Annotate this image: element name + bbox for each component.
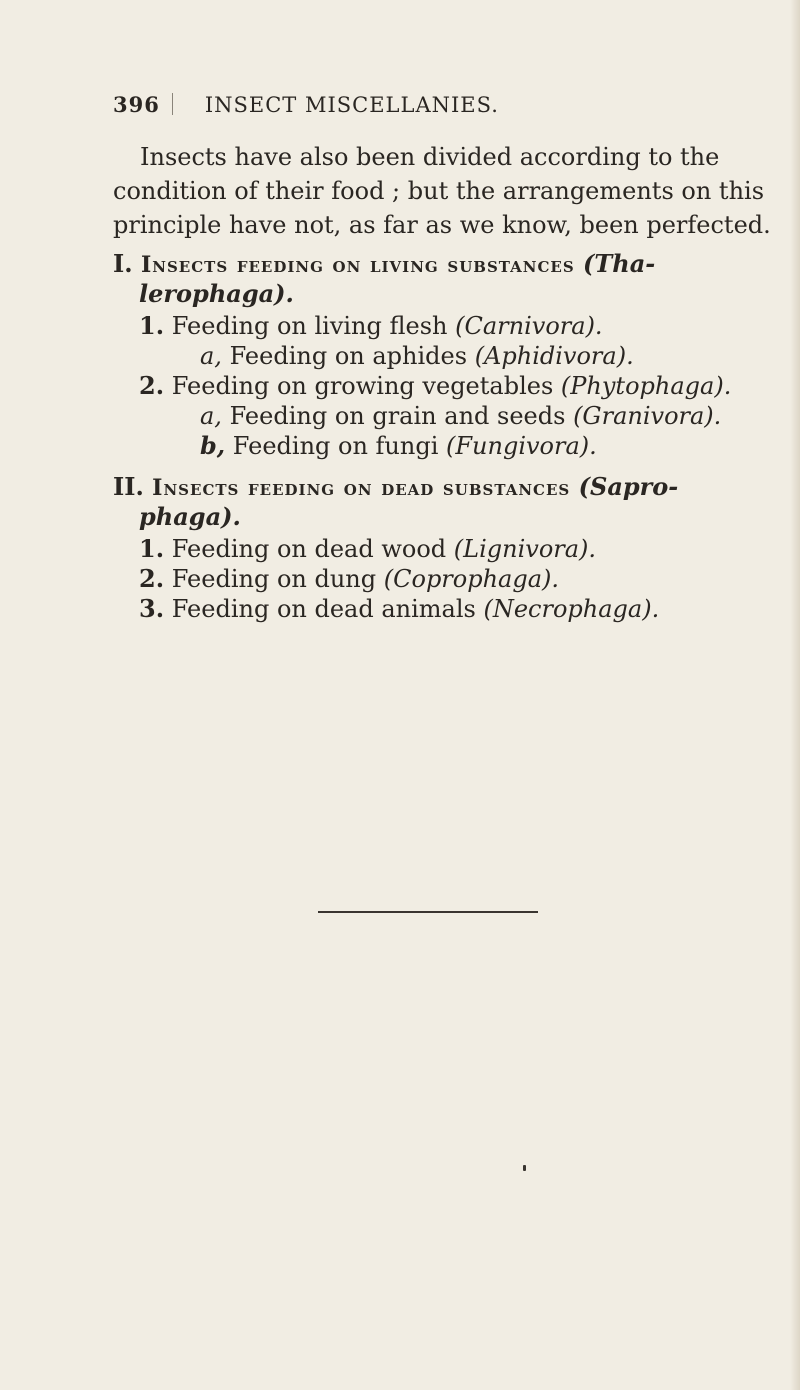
intro-line-3: principle have not, as far as we know, been perfected. xyxy=(113,211,771,239)
section-1-latin-a: (Tha- xyxy=(583,249,656,278)
section-2-title: Insects feeding on dead substances xyxy=(152,475,571,501)
section-1-title: Insects feeding on living substances xyxy=(140,252,575,278)
section-1-latin-b: lerophaga). xyxy=(139,279,294,308)
section-2-heading-cont xyxy=(139,502,241,532)
intro-line-2: condition of their food ; but the arrangements on this xyxy=(113,177,765,205)
intro-line-1: Insects have also been divided according to the xyxy=(140,143,720,171)
section-2-latin-b: phaga). xyxy=(139,502,241,531)
page-number: 396 xyxy=(113,92,160,117)
list-item: 2. Feeding on growing vegetables (Phytophaga). xyxy=(139,371,732,400)
section-1-heading-cont xyxy=(139,279,294,309)
end-rule xyxy=(318,911,538,913)
list-item: 1. Feeding on dead wood (Lignivora). xyxy=(139,534,597,563)
list-item: a, Feeding on aphides (Aphidivora). xyxy=(200,342,634,370)
section-2-numeral: II. xyxy=(113,472,144,501)
list-item: a, Feeding on grain and seeds (Granivora). xyxy=(200,402,722,430)
section-1-heading xyxy=(113,249,655,280)
list-item: b, Feeding on fungi (Fungivora). xyxy=(200,431,597,460)
running-title: INSECT MISCELLANIES. xyxy=(204,93,499,117)
running-header xyxy=(113,92,499,117)
section-2-latin-a: (Sapro- xyxy=(578,472,679,501)
header-divider xyxy=(172,93,173,115)
section-2-heading xyxy=(113,472,678,503)
list-item: 2. Feeding on dung (Coprophaga). xyxy=(139,564,560,593)
list-item: 3. Feeding on dead animals (Necrophaga). xyxy=(139,594,660,623)
stray-mark xyxy=(523,1165,526,1171)
page-edge-shadow xyxy=(790,0,800,1390)
list-item: 1. Feeding on living flesh (Carnivora). xyxy=(139,311,603,340)
section-1-numeral: I. xyxy=(113,249,133,278)
